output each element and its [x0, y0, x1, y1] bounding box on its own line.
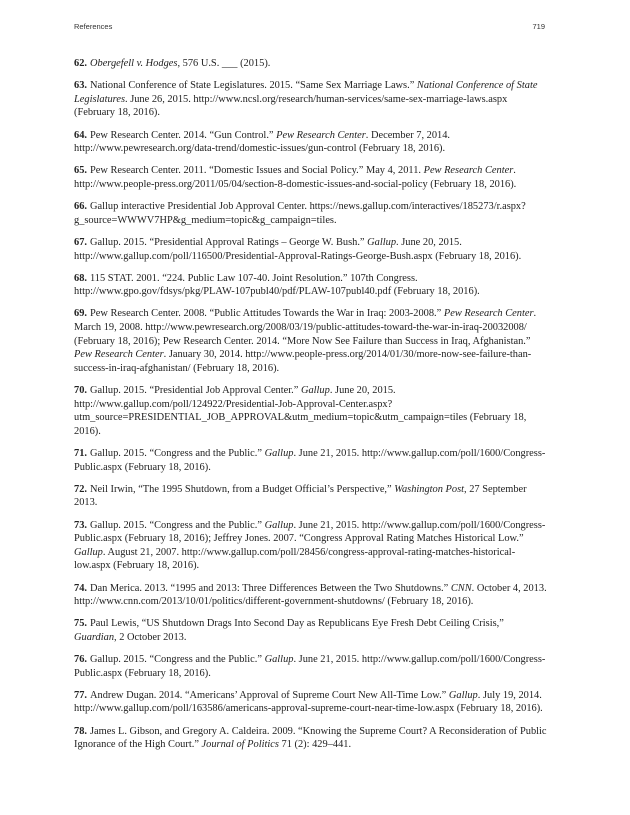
reference-source-title: Gallup [264, 519, 294, 531]
reference-text: , 27 September 2013. [74, 483, 527, 509]
reference-source-title: Pew Research Center [443, 308, 534, 320]
reference-entry [74, 483, 548, 510]
reference-number: 67. [74, 236, 87, 248]
reference-source-title: Gallup [300, 385, 330, 397]
reference-text: Gallup. 2015. “Congress and the Public.” [90, 654, 265, 666]
reference-number: 62. [74, 58, 87, 69]
reference-text: . January 30, 2014. http://www.people-press.org/2014/01/30/more-now-see-failure-than-success-in-iraq-afghanistan/ (February 18, 2016). [74, 349, 532, 374]
reference-source-title: Gallup [448, 689, 478, 701]
reference-text: James L. Gibson, and Gregory A. Caldeira. 2009. “Knowing the Supreme Court? A Reconsideration of Public Ignorance of the High Court.” [74, 725, 547, 751]
reference-text: Gallup. 2015. “Congress and the Public.” [90, 519, 265, 531]
reference-source-title: National Conference of State Legislatures [74, 80, 538, 105]
reference-number: 74. [74, 582, 87, 594]
reference-entry [74, 519, 548, 573]
reference-text: . June 20, 2015. http://www.gallup.com/poll/124922/Presidential-Job-Approval-Center.aspx?utm_source=PRESIDENTIAL_JOB_APPROVAL&utm_medium=topic&utm_campaign=tiles (February 18, 2016). [74, 385, 527, 437]
reference-entry [74, 725, 548, 752]
reference-text: Gallup. 2015. “Congress and the Public.” [90, 448, 265, 459]
reference-text: , 576 U.S. ___ (2015). [177, 58, 271, 69]
reference-entry [74, 79, 548, 120]
reference-number: 77. [74, 689, 87, 701]
reference-text: . June 21, 2015. http://www.gallup.com/poll/1600/Congress-Public.aspx (February 18, 2016). [74, 448, 546, 473]
reference-source-title: Gallup [264, 654, 294, 666]
reference-source-title: Gallup [367, 236, 397, 248]
reference-entry [74, 307, 548, 375]
reference-number: 78. [74, 725, 87, 737]
reference-text: . August 21, 2007. http://www.gallup.com/poll/28456/congress-approval-rating-matches-historical-low.aspx (February 18, 2016). [74, 546, 516, 572]
reference-text: Gallup interactive Presidential Job Approval Center. https://news.gallup.com/interactives/185273/r.aspx?g_source=WWWV7HP&g_medium=topic&g_campaign=tiles. [74, 201, 526, 226]
reference-text: Andrew Dugan. 2014. “Americans’ Approval of Supreme Court New All-Time Low.” [90, 689, 449, 701]
reference-text: . June 26, 2015. http://www.ncsl.org/research/human-services/same-sex-marriage-laws.aspx (February 18, 2016). [74, 93, 508, 119]
reference-source-title: Gallup [264, 448, 294, 459]
reference-number: 70. [74, 385, 87, 397]
reference-entry [74, 447, 548, 474]
reference-source-title: Obergefell v. Hodges [90, 58, 178, 69]
reference-entry [74, 57, 548, 71]
reference-text: Pew Research Center. 2008. “Public Attitudes Towards the War in Iraq: 2003-2008.” [90, 308, 444, 320]
reference-source-title: Pew Research Center [276, 129, 366, 141]
reference-number: 68. [74, 272, 87, 284]
reference-source-title: Journal of Politics [201, 739, 279, 751]
reference-number: 71. [74, 448, 87, 459]
reference-number: 66. [74, 201, 87, 213]
reference-text: Neil Irwin, “The 1995 Shutdown, from a Budget Official’s Perspective,” [90, 483, 395, 495]
section-title: References [74, 22, 113, 31]
page-number: 719 [532, 22, 545, 31]
reference-text: Gallup. 2015. “Presidential Approval Ratings – George W. Bush.” [90, 236, 368, 248]
reference-number: 69. [74, 308, 87, 320]
reference-source-title: Gallup [74, 546, 103, 558]
reference-text: . October 4, 2013. http://www.cnn.com/2013/10/01/politics/different-government-shutdowns/ (February 18, 2016). [74, 582, 547, 608]
reference-text: . July 19, 2014. http://www.gallup.com/poll/163586/americans-approval-supreme-court-near-time-low.aspx (February 18, 2016). [74, 689, 543, 715]
reference-source-title: CNN [450, 582, 472, 594]
reference-text: . June 20, 2015. http://www.gallup.com/poll/116500/Presidential-Approval-Ratings-George-Bush.aspx (February 18, 2016). [74, 236, 522, 262]
reference-text: Pew Research Center. 2014. “Gun Control.” [90, 129, 277, 141]
reference-text: . December 7, 2014. http://www.pewresearch.org/data-trend/domestic-issues/gun-control (February 18, 2016). [74, 129, 451, 155]
reference-source-title: Guardian [74, 631, 115, 643]
reference-text: . June 21, 2015. http://www.gallup.com/poll/1600/Congress-Public.aspx (February 18, 2016); Jeffrey Jones. 2007. “Congress Approval Rating Matches Historical Low.” [74, 519, 546, 545]
reference-text: . March 19, 2008. http://www.pewresearch.org/2008/03/19/public-attitudes-toward-the-war-in-iraq-20032008/ (February 18, 2016); Pew Research Center. 2014. “More Now See Failure than Success in Iraq, Afghanistan.” [74, 308, 537, 347]
reference-entry [74, 617, 548, 644]
reference-number: 73. [74, 519, 87, 531]
reference-source-title: Washington Post [394, 483, 465, 495]
reference-number: 72. [74, 483, 87, 495]
reference-entry [74, 384, 548, 438]
reference-text: Gallup. 2015. “Presidential Job Approval Center.” [90, 385, 301, 397]
running-header [74, 22, 545, 31]
reference-text: 115 STAT. 2001. “224. Public Law 107-40. Joint Resolution.” 107th Congress. http://www.gpo.gov/fdsys/pkg/PLAW-107publ40/pdf/PLAW-107publ40.pdf (February 18, 2016). [74, 272, 480, 298]
reference-entry [74, 272, 548, 299]
reference-entry [74, 689, 548, 716]
reference-entry [74, 200, 548, 227]
reference-text: 71 (2): 429–441. [278, 739, 352, 751]
reference-source-title: Pew Research Center [74, 349, 164, 361]
reference-number: 63. [74, 80, 87, 92]
reference-text: National Conference of State Legislatures. 2015. “Same Sex Marriage Laws.” [90, 80, 417, 92]
reference-entry [74, 653, 548, 680]
reference-text: Paul Lewis, “US Shutdown Drags Into Second Day as Republicans Eye Fresh Debt Ceiling Crisis,” [90, 618, 504, 630]
reference-entry [74, 236, 548, 263]
reference-entry [74, 164, 548, 191]
reference-entry [74, 582, 548, 609]
reference-number: 65. [74, 165, 87, 177]
reference-text: Pew Research Center. 2011. “Domestic Issues and Social Policy.” May 4, 2011. [90, 165, 424, 177]
reference-text: . June 21, 2015. http://www.gallup.com/poll/1600/Congress-Public.aspx (February 18, 2016). [74, 654, 546, 679]
reference-entry [74, 129, 548, 156]
reference-number: 75. [74, 618, 87, 630]
reference-number: 64. [74, 129, 87, 141]
reference-source-title: Pew Research Center [423, 165, 514, 177]
reference-number: 76. [74, 654, 87, 666]
reference-text: Dan Merica. 2013. “1995 and 2013: Three Differences Between the Two Shutdowns.” [90, 582, 451, 594]
reference-text: . http://www.people-press.org/2011/05/04/section-8-domestic-issues-and-social-policy (February 18, 2016). [74, 165, 517, 190]
reference-text: , 2 October 2013. [114, 631, 187, 643]
reference-list [74, 57, 548, 760]
